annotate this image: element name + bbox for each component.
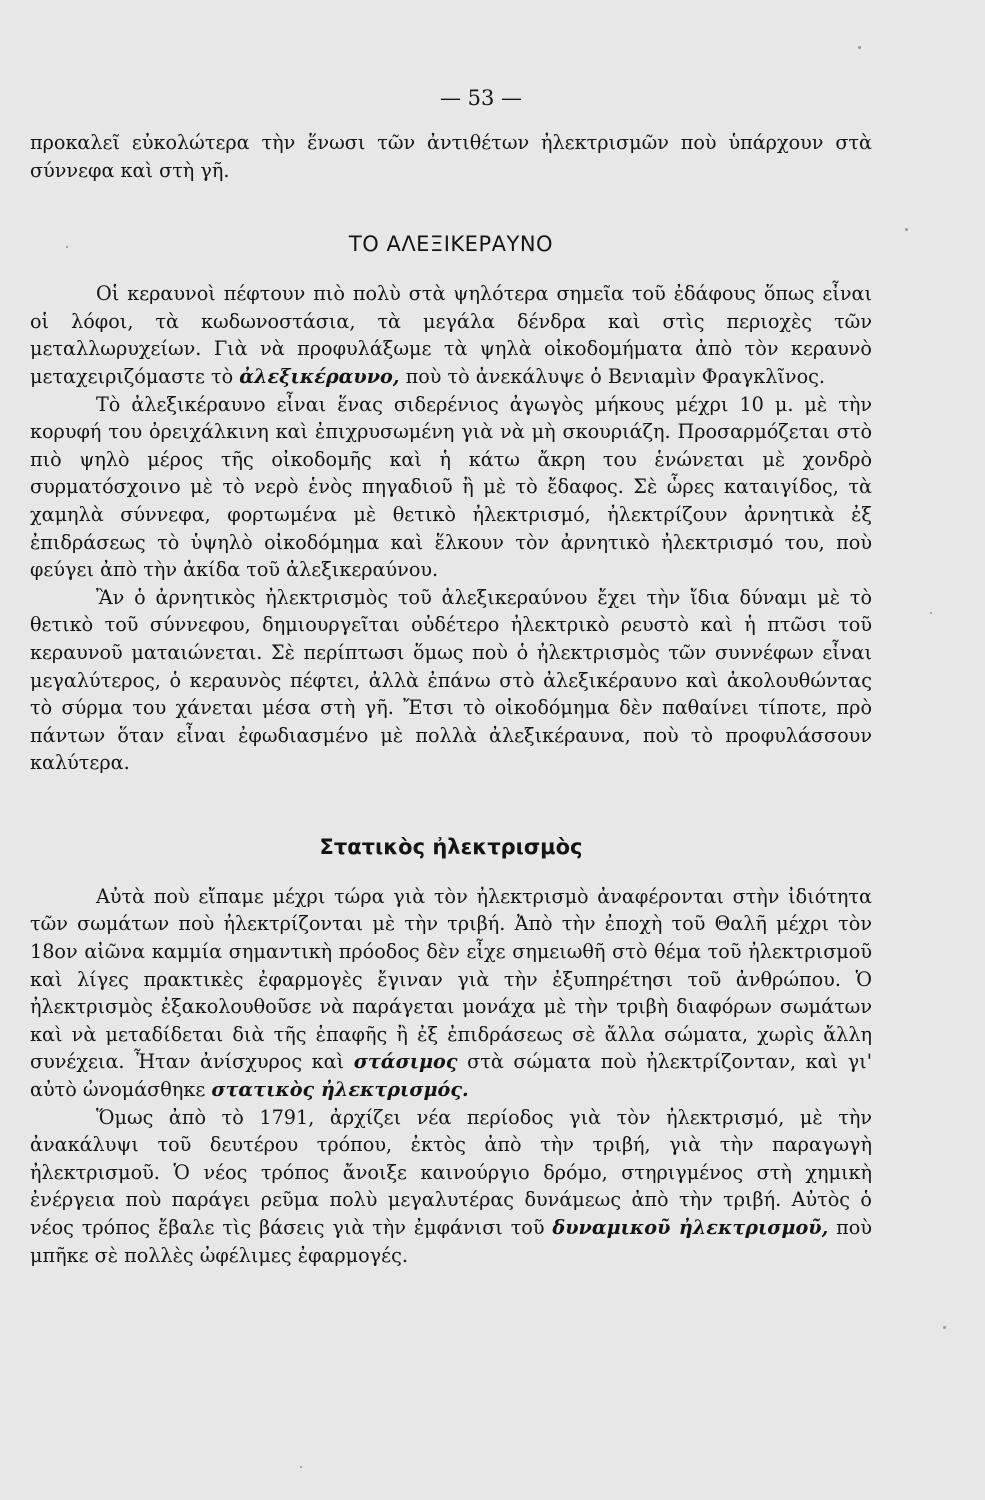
- emphasized-term-lightning-rod: ἀλεξικέραυνο,: [239, 364, 400, 388]
- emphasized-term-dynamic-electricity: δυναμικοῦ ἠλεκτρισμοῦ,: [552, 1216, 829, 1239]
- paragraph-lightning-targets: [30, 280, 872, 390]
- intro-paragraph: προκαλεῖ εὐκολώτερα τὴν ἕνωσι τῶν ἀντιθέτων ἠλεκτρισμῶν ποὺ ὑπάρχουν στὰ σύννεφα καὶ στὴ γῆ.: [30, 131, 872, 182]
- paragraph-text: στὰ σώματα ποὺ ἠλεκτρίζονταν, καὶ γι' αὐτὸ ὠνομάσθηκε: [30, 1050, 872, 1102]
- page-number: — 53 —: [439, 86, 523, 110]
- paragraph-text: Αὐτὰ ποὺ εἴπαμε μέχρι τώρα γιὰ τὸν ἠλεκτρισμὸ ἀναφέρονται στὴν ἰδιότητα τῶν σωμάτων ποὺ ἠλεκτρίζονται μὲ τὴν τριβή. Ἀπὸ τὴν ἐποχὴ τοῦ Θαλῆ μέχρι τὸν 18ον αἰῶνα καμμία σημαντικὴ πρόοδος δὲν εἶχε σημειωθῆ στὸ θέμα τοῦ ἠλεκτρισμοῦ καὶ λίγες πρακτικὲς ἐφαρμογὲς ἔγιναν γιὰ τὴν ἐξυπηρέτησι τοῦ ἀνθρώπου. Ὁ ἠλεκτρισμὸς ἐξακολουθοῦσε νὰ παράγεται μονάχα μὲ τὴν τριβὴ διαφόρων σωμάτων καὶ νὰ μεταδίδεται διὰ τῆς ἐπαφῆς ἢ ἐξ ἐπιδράσεως σὲ ἄλλα σώματα, χωρὶς ἄλλη συνέχεια. Ἦταν ἀνίσχυρος καὶ: [30, 884, 872, 1074]
- paragraph-static-history: [30, 883, 872, 1104]
- paragraph-text: ποὺ τὸ ἀνεκάλυψε ὁ Βενιαμὶν Φραγκλῖνος.: [399, 364, 825, 388]
- scan-speck: [930, 612, 932, 614]
- paragraph-rod-function: Ἂν ὁ ἀρνητικὸς ἠλεκτρισμὸς τοῦ ἀλεξικεραύνου ἔχει τὴν ἴδια δύναμι μὲ τὸ θετικὸ τοῦ σύννεφου, δημιουργεῖται οὐδέτερο ἠλεκτρικὸ ρευστὸ καὶ ἡ πτῶσι τοῦ κεραυνοῦ ματαιώνεται. Σὲ περίπτωσι ὅμως ποὺ ὁ ἠλεκτρισμὸς τῶν συννέφων εἶναι μεγαλύτερος, ὁ κεραυνὸς πέφτει, ἀλλὰ ἐπάνω στὸ ἀλεξικέραυνο καὶ ἀκολουθώντας τὸ σύρμα του χάνεται μέσα στὴ γῆ. Ἔτσι τὸ οἰκοδόμημα δὲν παθαίνει τίποτε, πρὸ πάντων ὅταν εἶναι ἐφωδιασμένο μὲ πολλὰ ἀλεξικέραυνα, ποὺ τὸ προφυλάσσουν καλύτερα.: [30, 585, 872, 775]
- emphasized-term-stationary: στάσιμος: [353, 1050, 458, 1074]
- scan-speck: [943, 1326, 946, 1329]
- section-title-lightning-rod: ΤΟ ΑΛΕΞΙΚΕΡΑΥΝΟ: [348, 232, 554, 257]
- section-title-static-electricity: Στατικὸς ἠλεκτρισμὸς: [319, 834, 583, 859]
- scan-speck: [300, 1466, 302, 1468]
- paragraph-text: ποὺ μπῆκε σὲ πολλὲς ὠφέλιμες ἐφαρμογές.: [30, 1216, 872, 1267]
- paragraph-text: Οἱ κεραυνοὶ πέφτουν πιὸ πολὺ στὰ ψηλότερα σημεῖα τοῦ ἐδάφους ὅπως εἶναι οἱ λόφοι, τὰ κωδωνοστάσια, τὰ μεγάλα δένδρα καὶ στὶς περιοχὲς τῶν μεταλλωρυχείων. Γιὰ νὰ προφυλάξωμε τὰ ψηλὰ οἰκοδομήματα ἀπὸ τὸν κεραυνὸ μεταχειριζόμαστε τὸ: [30, 282, 872, 388]
- scan-speck: [905, 228, 908, 231]
- paragraph-rod-description: Τὸ ἀλεξικέραυνο εἶναι ἕνας σιδερένιος ἀγωγὸς μήκους μέχρι 10 μ. μὲ τὴν κορυφή του ὀρειχάλκινη καὶ ἐπιχρυσωμένη γιὰ νὰ μὴ σκουριάζη. Προσαρμόζεται στὸ πιὸ ψηλὸ μέρος τῆς οἰκοδομῆς καὶ ἡ κάτω ἄκρη του ἑνώνεται μὲ χονδρὸ συρματόσχοινο μὲ τὸ νερὸ ἑνὸς πηγαδιοῦ ἢ μὲ τὸ ἔδαφος. Σὲ ὧρες καταιγίδος, τὰ χαμηλὰ σύννεφα, φορτωμένα μὲ θετικὸ ἠλεκτρισμό, ἠλεκτρίζουν ἀρνητικὰ ἐξ ἐπιδράσεως τὸ ὑψηλὸ οἰκοδόμημα καὶ ἕλκουν τὸν ἀρνητικὸ ἠλεκτρισμό του, ποὺ φεύγει ἀπὸ τὴν ἀκίδα τοῦ ἀλεξικεραύνου.: [30, 392, 872, 582]
- scan-speck: [858, 46, 861, 49]
- emphasized-term-static-electricity: στατικὸς ἠλεκτρισμός.: [211, 1078, 469, 1102]
- page-content: [30, 85, 872, 1269]
- paragraph-text: Ὅμως ἀπὸ τὸ 1791, ἀρχίζει νέα περίοδος γιὰ τὸν ἠλεκτρισμό, μὲ τὴν ἀνακάλυψι τοῦ δευτέρου τρόπου, ἐκτὸς ἀπὸ τὴν τριβή, γιὰ τὴν παραγωγὴ ἠλεκτρισμοῦ. Ὁ νέος τρόπος ἄνοιξε καινούργιο δρόμο, στηριγμένος στὴ χημικὴ ἐνέργεια ποὺ παράγει ρεῦμα πολὺ μεγαλυτέρας δυνάμεως ἀπὸ τὴν τριβή. Αὐτὸς ὁ νέος τρόπος ἔβαλε τὶς βάσεις γιὰ τὴν ἐμφάνισι τοῦ: [30, 1105, 872, 1239]
- paragraph-dynamic-electricity: [30, 1104, 872, 1270]
